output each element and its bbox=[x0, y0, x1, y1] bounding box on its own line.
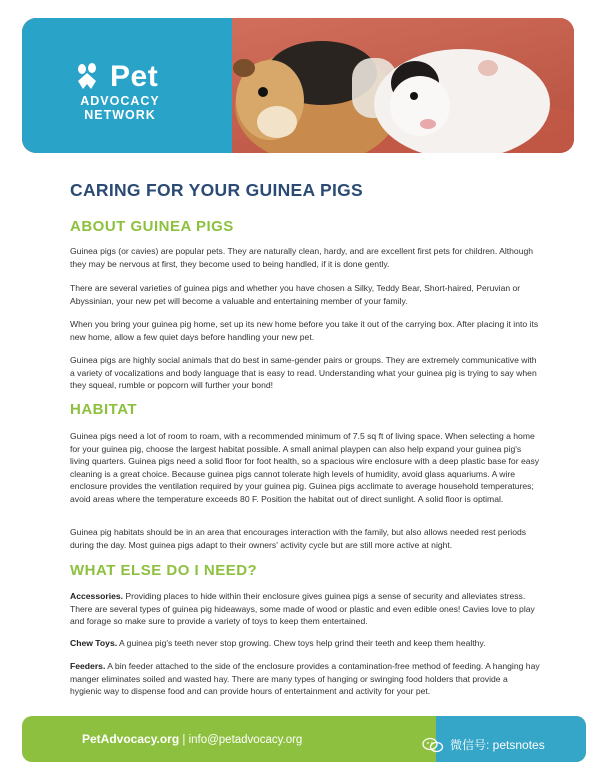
paragraph: Guinea pig habitats should be in an area that encourages interaction with the family, but also allows needed rest periods during the day. Most guinea pigs adapt to their owners' activity cycle but are still more active at night. bbox=[70, 527, 527, 550]
wechat-icon bbox=[422, 737, 444, 753]
logo bbox=[74, 62, 158, 92]
item-label: Accessories. bbox=[70, 591, 124, 601]
paw-icon bbox=[74, 63, 108, 91]
item-text: A guinea pig's teeth never stop growing. Chew toys help grind their teeth and keep them healthy. bbox=[117, 638, 486, 648]
footer-contact bbox=[82, 732, 302, 746]
paragraph: There are several varieties of guinea pigs and whether you have chosen a Silky, Teddy Bear, Short-haired, Peruvian or Abyssinian, your new pet will become a valuable and entertaining member of your family. bbox=[70, 283, 521, 306]
watermark bbox=[422, 736, 545, 753]
section-heading-what-else: WHAT ELSE DO I NEED? bbox=[70, 562, 258, 579]
page-title: CARING FOR YOUR GUINEA PIGS bbox=[70, 180, 363, 200]
header-banner bbox=[22, 18, 574, 153]
section-heading-about: ABOUT GUINEA PIGS bbox=[70, 218, 234, 235]
logo-word: Pet bbox=[110, 60, 159, 93]
list-item bbox=[70, 637, 540, 650]
email-link[interactable]: info@petadvocacy.org bbox=[188, 734, 303, 746]
website-link[interactable]: PetAdvocacy.org bbox=[82, 732, 180, 746]
watermark-text: 微信号: petsnotes bbox=[450, 738, 545, 752]
paragraph: Guinea pigs (or cavies) are popular pets. They are naturally clean, hardy, and are excellent first pets for children. Although they may be nervous at first, they become used to being handled, if it is done gently. bbox=[70, 246, 534, 269]
paragraph: Guinea pigs are highly social animals that do best in same-gender pairs or groups. They are extremely communicative with a variety of vocalizations and body language that is easy to read. Understanding what your guinea pig is trying to say when they squeal, rumble or popcorn will further your bond! bbox=[70, 355, 537, 390]
item-text: A bin feeder attached to the side of the enclosure provides a contamination-free method of feeding. A hanging hay manger eliminates soiled and wasted hay. There are many types of hanging or swinging food holders that provide a hygienic way to dispense food and can provide hours of entertainment and activity for your pet. bbox=[70, 661, 540, 696]
list-item bbox=[70, 590, 540, 628]
list-item bbox=[70, 660, 540, 698]
item-text: Providing places to hide within their enclosure gives guinea pigs a sense of security and alleviates stress. There are several types of guinea pig hideaways, some made of wood or plastic and even edible ones! Cavies love to play and forage so make sure to provide a variety of toys to keep them entertained. bbox=[70, 591, 535, 626]
section-heading-habitat: HABITAT bbox=[70, 401, 138, 418]
logo-panel bbox=[22, 18, 232, 153]
item-label: Chew Toys. bbox=[70, 638, 118, 648]
paragraph: Guinea pigs need a lot of room to roam, with a recommended minimum of 7.5 sq ft of living space. When selecting a home for your guinea pig, choose the largest habitat possible. A small animal playpen can also help expand your guinea pig's living quarters. Guinea pigs need a solid floor for foot health, so a spacious wire enclosure with a deep plastic base for easy cleaning is a great choice. Because guinea pigs cannot tolerate high levels of humidity, avoid glass aquariums. A wire enclosure provides the ventilation required by your guinea pig. Guinea pigs acclimate to average household temperatures; avoid areas where the temperature exceeds 80 F. Position the habitat out of direct sunlight. A solid floor is optimal. bbox=[70, 431, 540, 504]
paragraph: When you bring your guinea pig home, set up its new home before you take it out of the carrying box. After placing it into its new home, allow a few quiet days before handling your new pet. bbox=[70, 319, 539, 342]
logo-subtitle: ADVOCACY NETWORK bbox=[80, 94, 160, 122]
item-label: Feeders. bbox=[70, 661, 106, 671]
footer-separator: | bbox=[182, 734, 186, 746]
